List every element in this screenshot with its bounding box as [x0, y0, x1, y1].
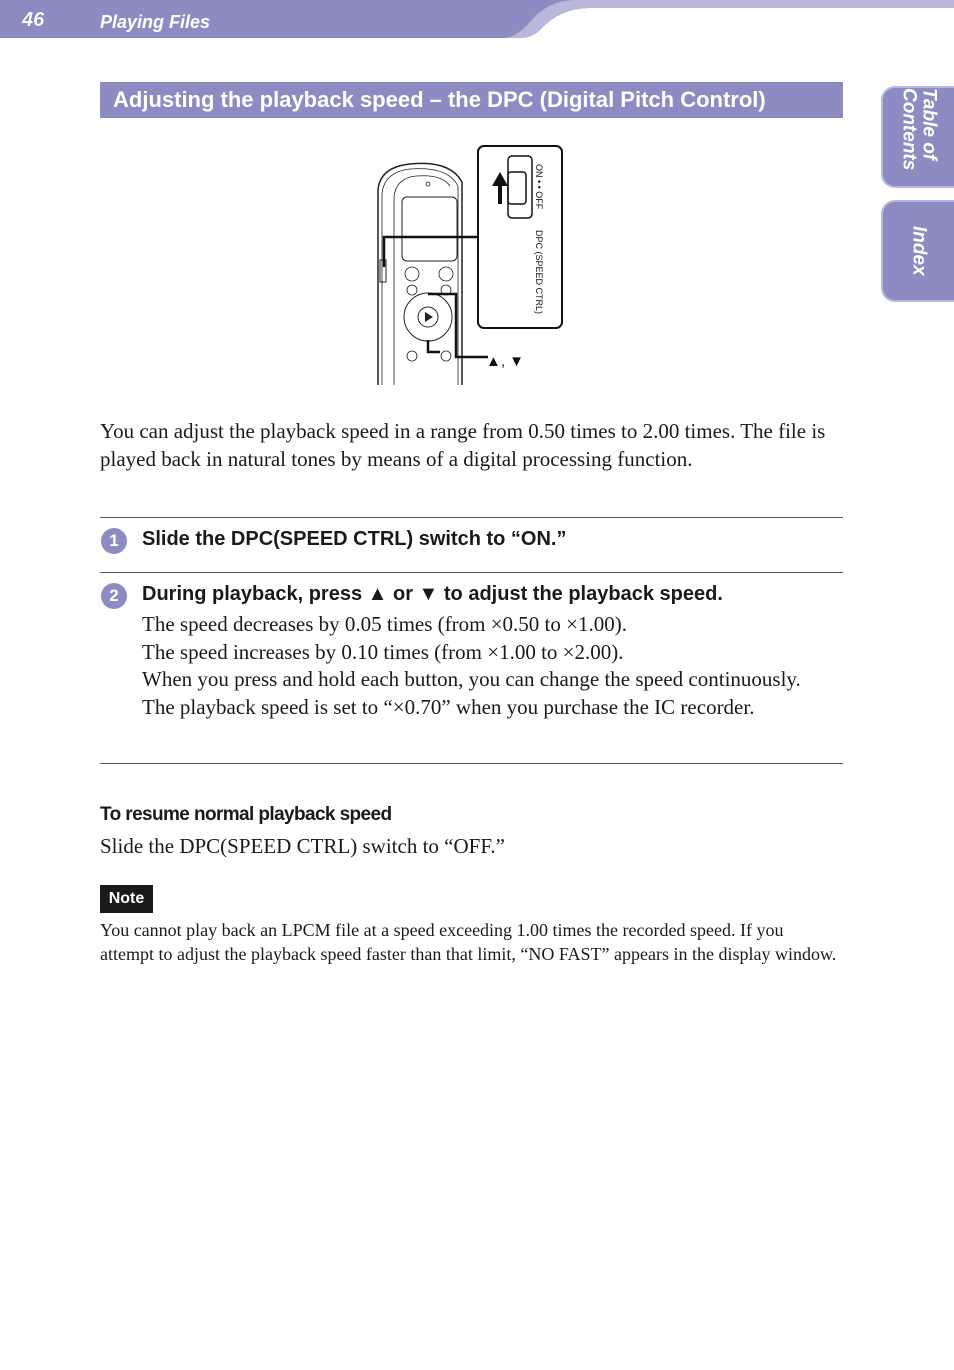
- tab-table-of-contents[interactable]: [881, 86, 954, 188]
- step-2-title: During playback, press ▲ or ▼ to adjust the playback speed.: [142, 583, 723, 605]
- resume-text: Slide the DPC(SPEED CTRL) switch to “OFF.”: [100, 834, 505, 858]
- step-1-badge: 1: [101, 528, 127, 554]
- step-2-line: When you press and hold each button, you can change the speed continuously.: [142, 667, 801, 691]
- section-name: Playing Files: [100, 12, 211, 32]
- recorder-illustration: [370, 142, 570, 397]
- intro-paragraph: You can adjust the playback speed in a range from 0.50 times to 2.00 times. The file is played back in natural tones by means of a digital processing function.: [100, 419, 826, 471]
- resume-heading: To resume normal playback speed: [100, 804, 392, 825]
- step-2-line: The playback speed is set to “×0.70” when you purchase the IC recorder.: [142, 694, 755, 719]
- step-2-line: The speed decreases by 0.05 times (from ×0.50 to ×1.00).: [142, 612, 627, 636]
- page-number: 46: [22, 9, 45, 31]
- page-header: [0, 0, 954, 40]
- divider: [100, 763, 843, 764]
- switch-dpc-label: DPC (SPEED CTRL): [534, 230, 544, 315]
- divider: [100, 517, 843, 518]
- divider: [100, 572, 843, 573]
- step-2-body: [142, 611, 832, 721]
- step-1-title: Slide the DPC(SPEED CTRL) switch to “ON.”: [142, 528, 567, 550]
- section-title: Adjusting the playback speed – the DPC (Digital Pitch Control) function: [100, 82, 843, 118]
- note-text: You cannot play back an LPCM file at a speed exceeding 1.00 times the recorded speed. If you attempt to adjust the playback speed faster than that limit, “NO FAST” appears in the display window.: [100, 920, 837, 964]
- step-2-badge: 2: [101, 583, 127, 609]
- note-badge: Note: [100, 885, 153, 913]
- tab-index[interactable]: [881, 200, 954, 302]
- buttons-label: ▲, ▼: [486, 353, 525, 370]
- step-2-line: The speed increases by 0.10 times (from ×1.00 to ×2.00).: [142, 639, 624, 664]
- tab-index-label: Index: [908, 226, 930, 276]
- switch-on-off-label: ON • • OFF: [534, 164, 544, 210]
- tab-table-of-contents-label: Table of Contents: [898, 88, 940, 171]
- ic-recorder-drawing: [370, 142, 570, 392]
